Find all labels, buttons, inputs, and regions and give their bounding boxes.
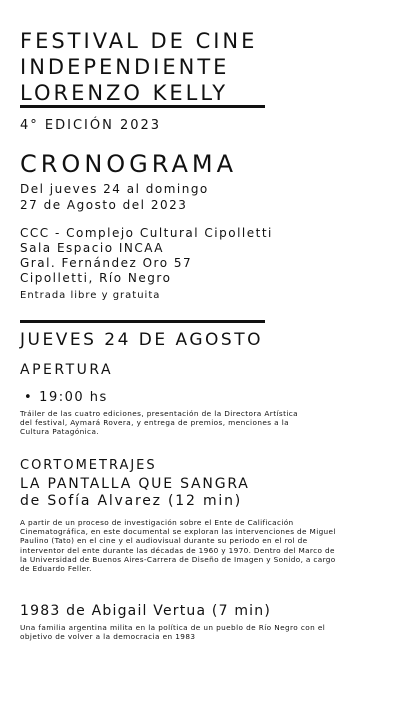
date-line: Del jueves 24 al domingo [20,182,209,196]
film-title-line: de Sofía Alvarez (12 min) [20,493,243,509]
film-title: 1983 de Abigail Vertua (7 min) [20,603,272,619]
day-title: JUEVES 24 DE AGOSTO [20,330,263,350]
schedule-heading: CRONOGRAMA [20,150,238,178]
entry-note: Entrada libre y gratuita [20,290,161,301]
film-description: A partir de un proceso de investigación sobre el Ente de Calificación Cinematográfica, en este documental se exploran las intervenciones de Miguel Paulino (Tato) en el cine y el audiovisual durante su periodo en el rol de interventor del ente durante las décadas de 1960 y 1970. Dentro del Marco de la Universidad de Buenos Aires-Carrera de Diseño de Imagen y Sonido, a cargo de Eduardo Feller. [20,518,336,574]
edition-label: 4° EDICIÓN 2023 [20,118,162,133]
opening-title: APERTURA [20,362,114,378]
venue-line: Cipolletti, Río Negro [20,271,172,285]
opening-time-text: 19:00 hs [39,390,108,405]
festival-title-line: INDEPENDIENTE [20,55,230,79]
film-title-line: LA PANTALLA QUE SANGRA [20,476,250,492]
festival-title-line: FESTIVAL DE CINE [20,29,258,53]
festival-title-line: LORENZO KELLY [20,81,229,105]
festival-title [20,28,390,106]
film-title [20,476,250,510]
divider-rule [20,320,265,323]
section-title: CORTOMETRAJES [20,458,157,473]
venue-info [20,226,273,303]
date-line: 27 de Agosto del 2023 [20,198,188,212]
venue-line: CCC - Complejo Cultural Cipolletti [20,226,273,240]
opening-description: Tráiler de las cuatro ediciones, presentación de la Directora Artística del festival, Aymará Rovera, y entrega de premios, menciones a la Cultura Patagónica. [20,409,299,436]
film-description: Una familia argentina milita en la política de un pueblo de Río Negro con el objetivo de volver a la democracia en 1983 [20,623,326,642]
opening-time [24,390,108,405]
venue-line: Gral. Fernández Oro 57 [20,256,193,270]
divider-rule [20,105,265,108]
venue-line: Sala Espacio INCAA [20,241,165,255]
bullet-icon: • [24,390,34,405]
date-range [20,181,209,213]
